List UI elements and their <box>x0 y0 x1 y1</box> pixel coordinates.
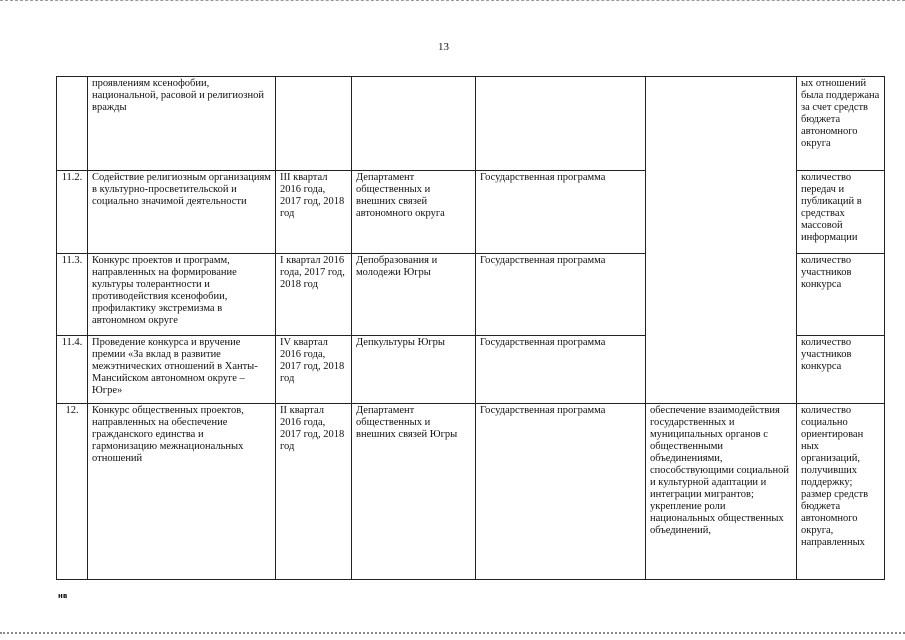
row-number: 11.4. <box>57 336 88 404</box>
activity-indicator: ых отношений была поддержана за счет средств бюджета автономного округа <box>797 77 885 171</box>
row-number: 11.3. <box>57 254 88 336</box>
scan-edge-bottom <box>0 632 905 637</box>
activity-indicator: количество участников конкурса <box>797 336 885 404</box>
activity-term <box>276 77 352 171</box>
scan-edge-top <box>0 0 905 5</box>
page-number: 13 <box>438 41 449 53</box>
row-number <box>57 77 88 171</box>
activity-name: проявлениям ксенофобии, национальной, расовой и религиозной вражды <box>88 77 276 171</box>
activity-name: Содействие религиозным организациям в культурно-просветительской и социально значимой деятельности <box>88 171 276 254</box>
expected-result: обеспечение взаимодействия государственных и муниципальных органов с общественными объединениями, способствующими социальной и культурной адаптации и интеграции мигрантов; укрепление роли национальных общественных объединений, <box>646 404 797 580</box>
activity-name: Конкурс проектов и программ, направленных на формирование культуры толерантности и противодействия ксенофобии, профилактику экстремизма в автономном округе <box>88 254 276 336</box>
activity-executor: Департамент общественных и внешних связей Югры <box>352 404 476 580</box>
activity-name: Конкурс общественных проектов, направленных на обеспечение гражданского единства и гармонизацию межнациональных отношений <box>88 404 276 580</box>
activity-name: Проведение конкурса и вручение премии «За вклад в развитие межэтнических отношений в Ханты-Мансийском автономном округе – Югре» <box>88 336 276 404</box>
funding-source <box>476 77 646 171</box>
funding-source: Государственная программа <box>476 404 646 580</box>
activity-term: I квартал 2016 года, 2017 год, 2018 год <box>276 254 352 336</box>
activity-term: II квартал 2016 года, 2017 год, 2018 год <box>276 404 352 580</box>
activity-term: IV квартал 2016 года, 2017 год, 2018 год <box>276 336 352 404</box>
table-row <box>57 404 885 580</box>
activity-executor: Депкультуры Югры <box>352 336 476 404</box>
activity-indicator: количество передач и публикаций в средствах массовой информации <box>797 171 885 254</box>
activity-executor: Департамент общественных и внешних связей автономного округа <box>352 171 476 254</box>
expected-result-merged <box>646 77 797 404</box>
activity-indicator: количество участников конкурса <box>797 254 885 336</box>
activity-indicator: количество социально ориентирован ных организаций, получивших поддержку; размер средств бюджета автономного округа, направленных <box>797 404 885 580</box>
activity-executor: Депобразования и молодежи Югры <box>352 254 476 336</box>
activity-executor <box>352 77 476 171</box>
funding-source: Государственная программа <box>476 171 646 254</box>
activity-term: III квартал 2016 года, 2017 год, 2018 год <box>276 171 352 254</box>
funding-source: Государственная программа <box>476 254 646 336</box>
funding-source: Государственная программа <box>476 336 646 404</box>
footer-mark: нв <box>58 592 68 600</box>
action-plan-table <box>56 76 885 580</box>
row-number: 12. <box>57 404 88 580</box>
table-row <box>57 77 885 171</box>
row-number: 11.2. <box>57 171 88 254</box>
